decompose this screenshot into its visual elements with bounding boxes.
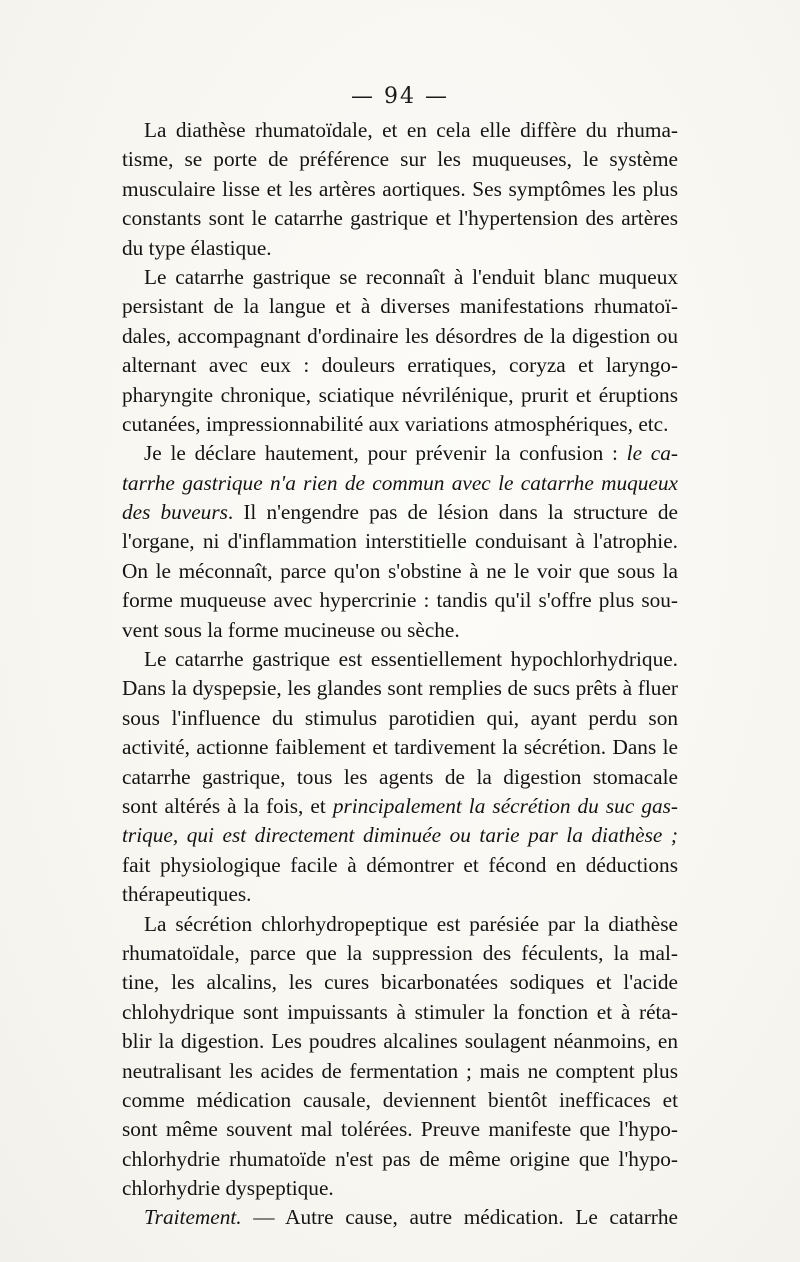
text-line [122,1174,678,1203]
italic-run: des buveurs [122,500,228,525]
text-run: cutanées, impressionnabilité aux variations atmosphériques, etc. [122,411,669,436]
text-line [122,616,678,645]
text-line [122,880,678,909]
text-line [122,263,678,292]
text-run: pharyngite chronique, sciatique névrilénique, prurit et éruptions [122,382,678,407]
text-run: chlohydrique sont impuissants à stimuler la fonction et à réta- [122,999,678,1024]
text-run: sous l'influence du stimulus parotidien qui, ayant perdu son [122,705,678,730]
text-line [122,116,678,145]
text-run: chlorhydrie dyspeptique. [122,1176,334,1201]
text-line [122,821,678,850]
text-line [122,175,678,204]
text-run: La diathèse rhumatoïdale, et en cela elle diffère du rhuma- [144,118,678,142]
text-run: La sécrétion chlorhydropeptique est parésiée par la diathèse [144,911,678,936]
body-text [122,116,678,1233]
italic-run: le ca- [626,441,678,466]
text-run: sont altérés à la fois, et [122,793,333,818]
italic-run: trique, qui est directement diminuée ou tarie par la diathèse ; [122,823,678,848]
text-line [122,322,678,351]
italic-run: Traitement. [144,1205,242,1230]
text-run: constants sont le catarrhe gastrique et l'hypertension des artères [122,206,678,231]
text-run: Le catarrhe gastrique se reconnaît à l'enduit blanc muqueux [144,264,678,289]
text-run: tine, les alcalins, les cures bicarbonatées sodiques et l'acide [122,970,678,995]
text-run: persistant de la langue et à diverses manifestations rhumatoï- [122,294,678,319]
italic-run: tarrhe gastrique n'a rien de commun avec le catarrhe muqueux [122,470,678,495]
text-run: dales, accompagnant d'ordinaire les désordres de la digestion ou [122,323,678,348]
text-line [122,1057,678,1086]
text-line [122,763,678,792]
text-line [122,939,678,968]
text-line [122,1027,678,1056]
text-run: neutralisant les acides de fermentation ; mais ne comptent plus [122,1058,678,1083]
text-run: Le catarrhe gastrique est essentiellement hypochlorhydrique. [144,647,678,672]
text-run: fait physiologique facile à démontrer et fécond en déductions [122,852,678,877]
text-line [122,645,678,674]
text-line [122,586,678,615]
text-run: comme médication causale, deviennent bientôt inefficaces et [122,1087,678,1112]
text-line [122,1145,678,1174]
text-run: du type élastique. [122,235,272,260]
text-line [122,851,678,880]
text-run: vent sous la forme mucineuse ou sèche. [122,617,460,642]
text-line [122,527,678,556]
text-line [122,1203,678,1232]
text-line [122,1086,678,1115]
text-line [122,792,678,821]
text-run: blir la digestion. Les poudres alcalines soulagent néanmoins, en [122,1029,678,1054]
text-line [122,1115,678,1144]
text-line [122,910,678,939]
text-line [122,204,678,233]
text-run: chlorhydrie rhumatoïde n'est pas de même origine que l'hypo- [122,1146,678,1171]
text-line [122,733,678,762]
text-line [122,439,678,468]
text-run: forme muqueuse avec hypercrinie : tandis qu'il s'offre plus sou- [122,588,678,613]
text-line [122,674,678,703]
text-run: sont même souvent mal tolérées. Preuve manifeste que l'hypo- [122,1117,678,1142]
text-run: musculaire lisse et les artères aortiques. Ses symptômes les plus [122,176,678,201]
page-number: — 94 — [351,84,449,109]
text-line [122,704,678,733]
text-run: l'organe, ni d'inflammation interstitielle conduisant à l'atrophie. [122,529,678,554]
text-line [122,968,678,997]
text-run: . Il n'engendre pas de lésion dans la structure de [227,500,678,525]
text-line [122,410,678,439]
text-run: rhumatoïdale, parce que la suppression des féculents, la mal- [122,940,678,965]
text-run: alternant avec eux : douleurs erratiques, coryza et laryngo- [122,353,678,378]
text-line [122,234,678,263]
text-run: tisme, se porte de préférence sur les muqueuses, le système [122,147,678,172]
text-line [122,998,678,1027]
text-run: activité, actionne faiblement et tardivement la sécrétion. Dans le [122,735,678,760]
text-run: Je le déclare hautement, pour prévenir la confusion : [144,441,627,466]
text-run: thérapeutiques. [122,882,252,907]
italic-run: principalement la sécrétion du suc gas- [332,793,678,818]
text-run: Dans la dyspepsie, les glandes sont remplies de sucs prêts à fluer [122,676,678,701]
text-line [122,557,678,586]
text-line [122,469,678,498]
text-run: On le méconnaît, parce qu'on s'obstine à ne le voir que sous la [122,558,678,583]
text-line [122,292,678,321]
text-line [122,381,678,410]
text-line [122,351,678,380]
text-line [122,145,678,174]
text-run: — Autre cause, autre médication. Le catarrhe [241,1205,678,1230]
text-run: catarrhe gastrique, tous les agents de la digestion stomacale [122,764,678,789]
text-line [122,498,678,527]
